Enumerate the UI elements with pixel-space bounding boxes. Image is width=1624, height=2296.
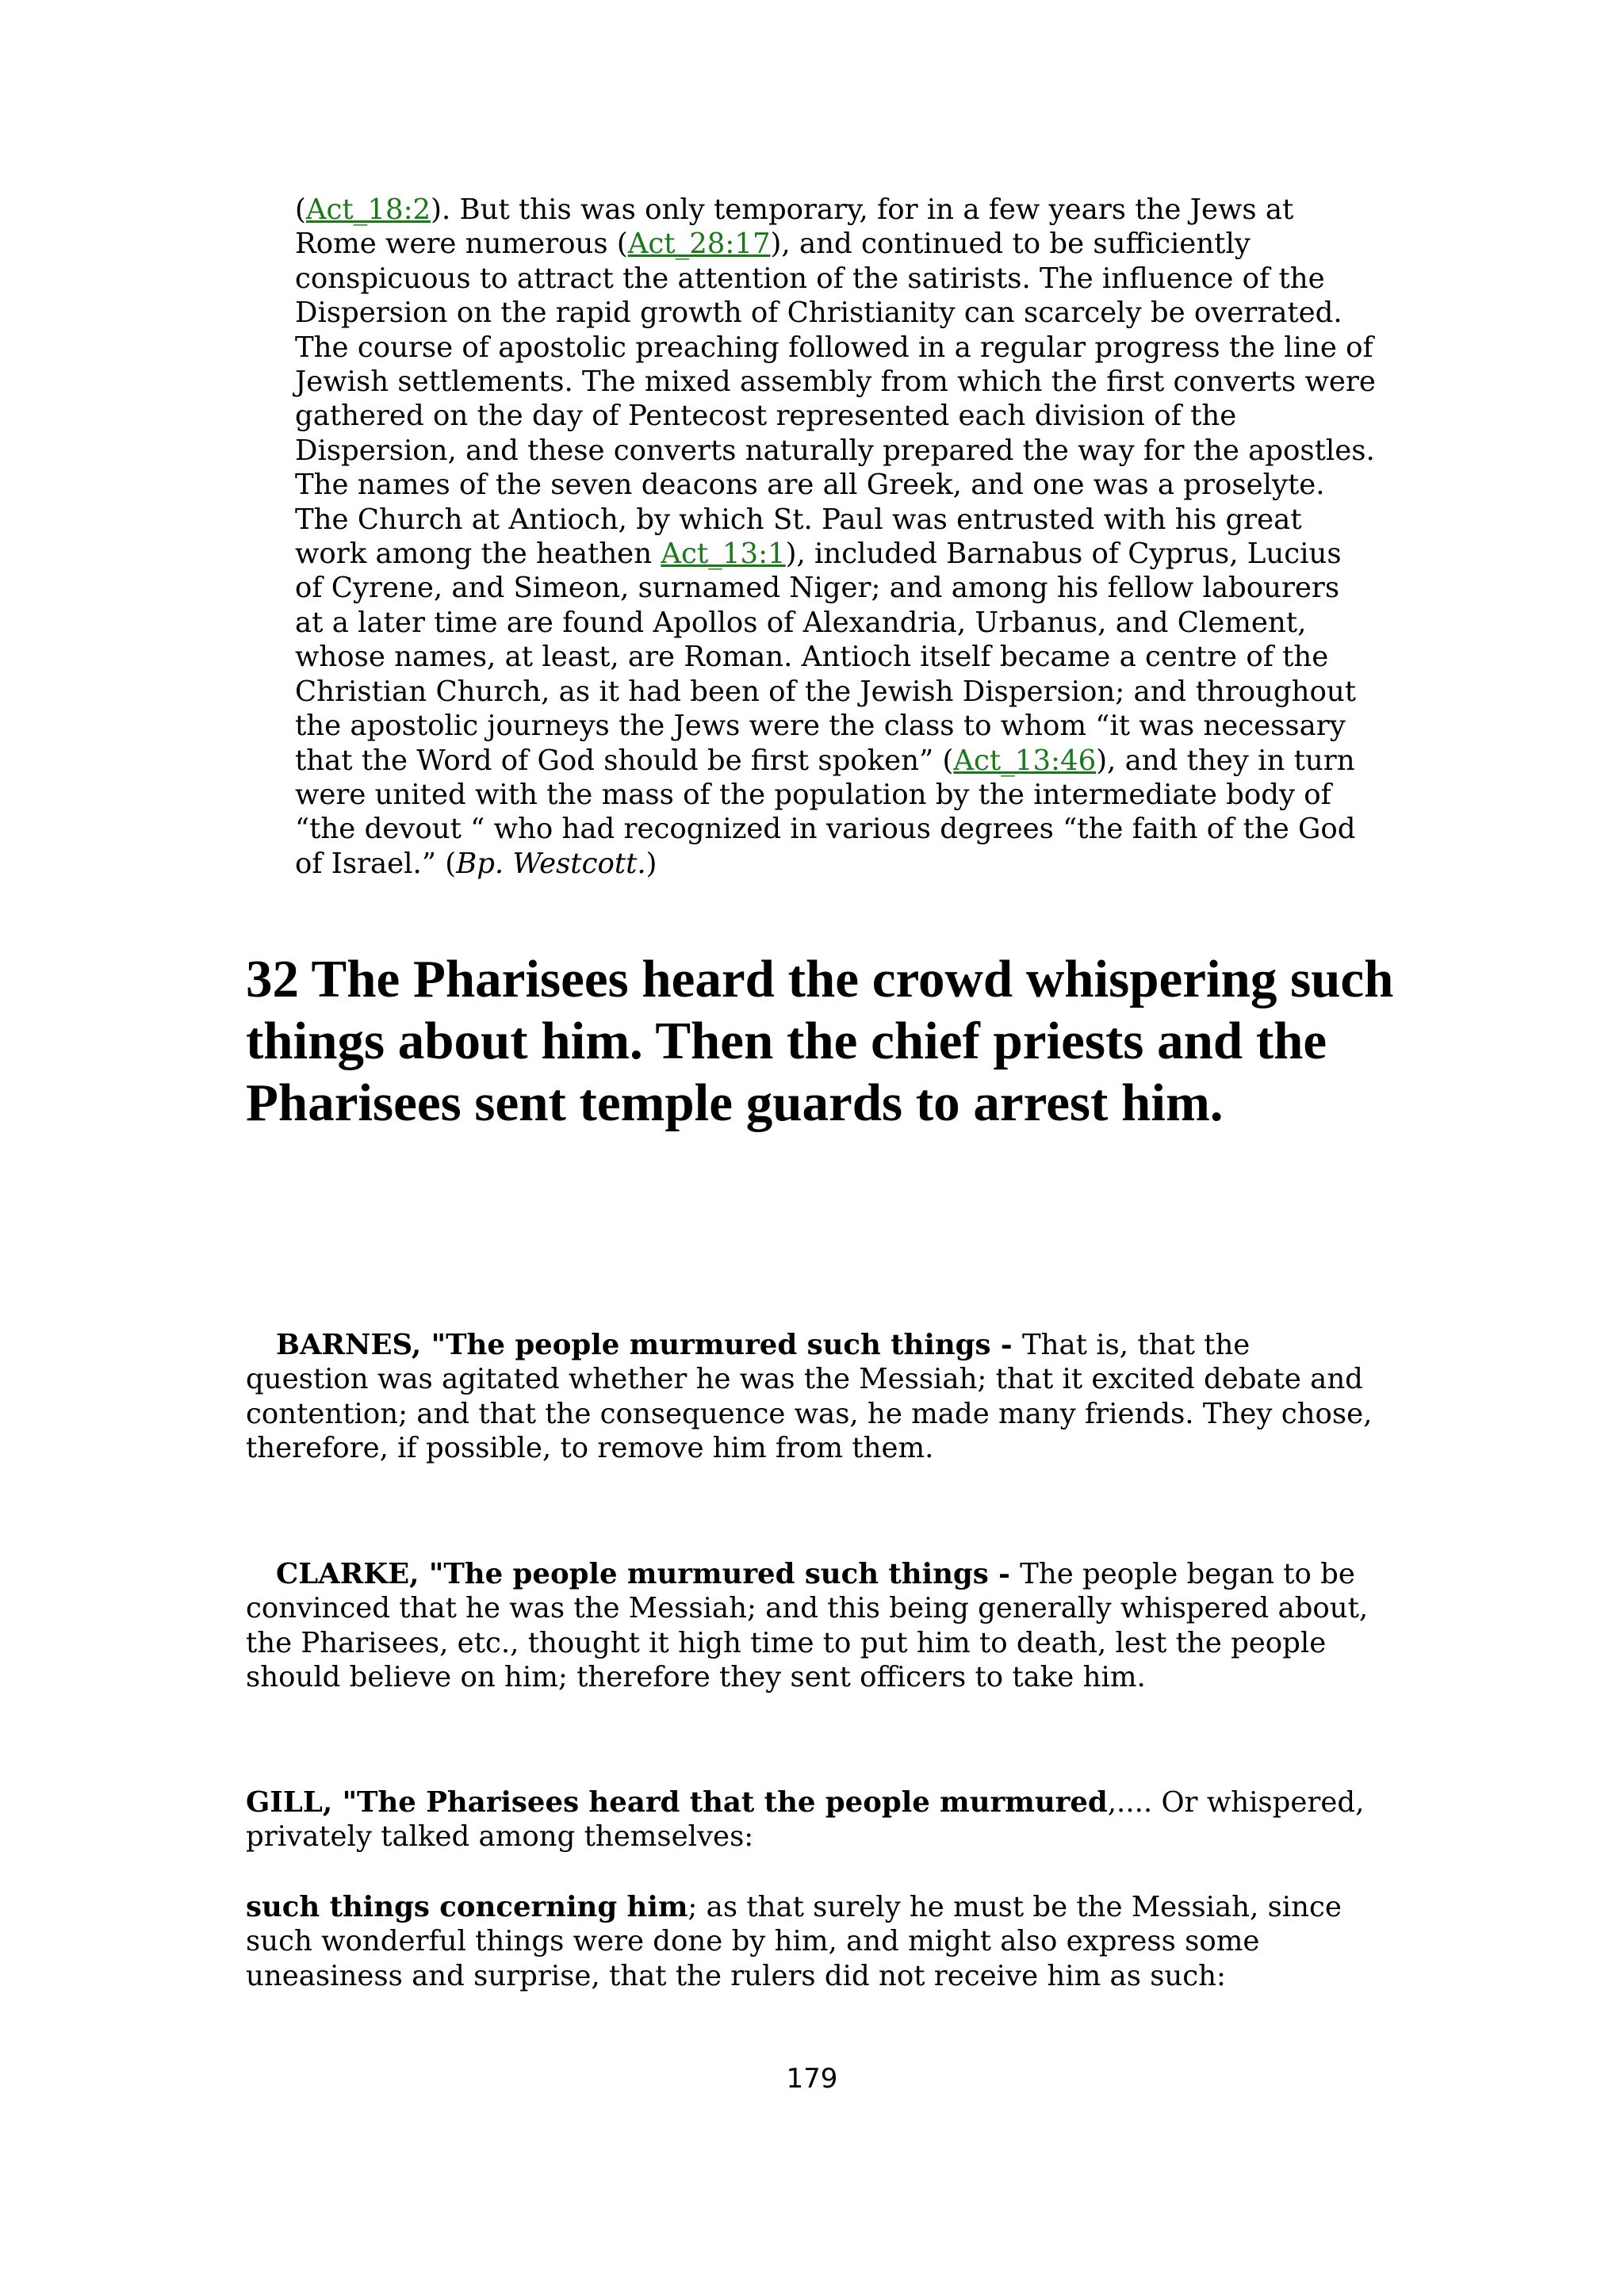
gill-lead-2: such things concerning him bbox=[246, 1891, 688, 1923]
barnes-lead: BARNES, "The people murmured such things - bbox=[276, 1329, 1022, 1361]
quote-author: Bp. Westcott. bbox=[456, 847, 646, 880]
quote-text-4: ), and they in turn were united with the mass of the population by the intermediate body of “the devout “ who had recognized in various degrees “the faith of the God of Israel.” ( bbox=[295, 744, 1356, 880]
scripture-link-act-18-2[interactable]: Act_18:2 bbox=[305, 193, 431, 226]
quote-text-1: ). But this was only temporary, for in a few years the Jews at Rome were numerous ( bbox=[295, 193, 1294, 261]
close-paren: ) bbox=[645, 847, 657, 880]
page-number: 179 bbox=[786, 2063, 838, 2095]
scripture-link-act-28-17[interactable]: Act_28:17 bbox=[627, 228, 771, 261]
open-paren: ( bbox=[295, 193, 306, 226]
gill-text-2: ; as that surely he must be the Messiah, since such wonderful things were done by him, and might also express some uneasiness and surprise, that the rulers did not receive him as such: bbox=[246, 1891, 1342, 1992]
verse-heading: 32 The Pharisees heard the crowd whispering such things about him. Then the chief priests and the Pharisees sent temple guards to arrest him. bbox=[246, 950, 1394, 1132]
gill-text: ,.... Or whispered, privately talked among themselves: bbox=[246, 1786, 1365, 1854]
scripture-link-act-13-1[interactable]: Act_13:1 bbox=[661, 538, 786, 571]
clarke-text: The people began to be convinced that he was the Messiah; and this being generally whispered about, the Pharisees, etc., thought it high time to put him to death, lest the people should believe on him; therefore they sent officers to take him. bbox=[246, 1558, 1369, 1694]
scripture-link-act-13-46[interactable]: Act_13:46 bbox=[953, 744, 1097, 777]
quote-text-3: ), included Barnabus of Cyprus, Lucius of Cyrene, and Simeon, surnamed Niger; and among his fellow labourers at a later time are found Apollos of Alexandria, Urbanus, and Clement, whose names, at least, are Roman. Antioch itself became a centre of the Christian Church, as it had been of the Jewish Dispersion; and throughout the apostolic journeys the Jews were the class to whom “it was necessary that the Word of God should be first spoken” ( bbox=[295, 538, 1356, 777]
quote-text-2: ), and continued to be sufficiently conspicuous to attract the attention of the satirists. The influence of the Dispersion on the rapid growth of Christianity can scarcely be overrated. The course of apostolic preaching followed in a regular progress the line of Jewish settlements. The mixed assembly from which the first converts were gathered on the day of Pentecost represented each division of the Dispersion, and these converts naturally prepared the way for the apostles. The names of the seven deacons are all Greek, and one was a proselyte. The Church at Antioch, by which St. Paul was entrusted with his great work among the heathen bbox=[295, 228, 1376, 571]
clarke-lead: CLARKE, "The people murmured such things - bbox=[276, 1558, 1021, 1590]
clarke-commentary bbox=[246, 1557, 1372, 1695]
gill-commentary-intro bbox=[246, 1785, 1372, 1854]
westcott-quote-paragraph bbox=[295, 193, 1376, 881]
barnes-commentary bbox=[246, 1328, 1376, 1466]
barnes-text: That is, that the question was agitated whether he was the Messiah; that it excited debate and contention; and that the consequence was, he made many friends. They chose, therefore, if possible, to remove him from them. bbox=[246, 1329, 1373, 1465]
gill-commentary-continued bbox=[246, 1890, 1376, 1993]
gill-lead: GILL, "The Pharisees heard that the people murmured bbox=[246, 1786, 1108, 1819]
